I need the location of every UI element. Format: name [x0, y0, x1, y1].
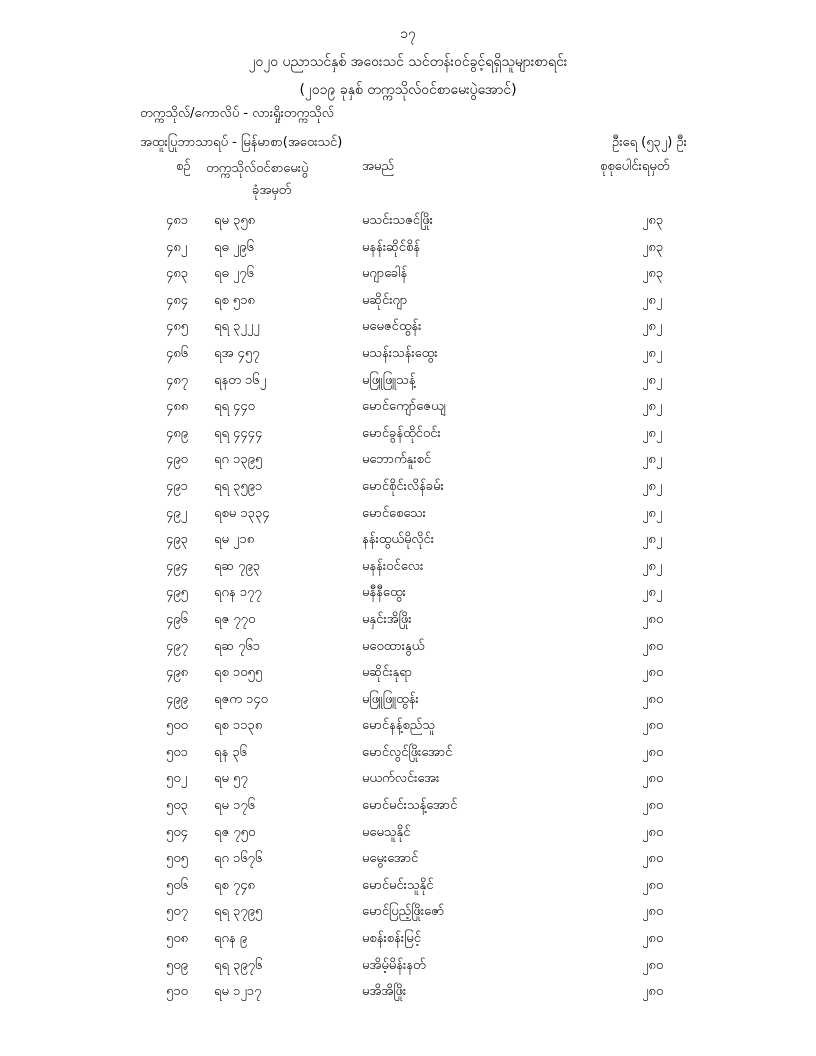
- student-name: မဆိုင်းဂျာ: [362, 292, 408, 308]
- roll-number: ရမ ၅၇: [214, 771, 248, 787]
- document-subtitle: (၂၀၁၉ ခုနှစ် တက္ကသိုလ်ဝင်စာမေးပွဲအောင်): [299, 82, 517, 98]
- table-row: [0, 691, 816, 718]
- table-row: [0, 372, 816, 399]
- student-name: မသင်းသဇင်ဖြိုး: [362, 213, 433, 228]
- row-number: ၄၉၂: [166, 505, 188, 521]
- table-row: [0, 824, 816, 851]
- row-number: ၄၈၅: [166, 319, 189, 335]
- table-row: [0, 478, 816, 505]
- total-marks: ၂၈၀: [642, 851, 664, 867]
- student-name: မနီနီထွေး: [362, 585, 406, 601]
- student-name: မောင်လွင်ဖြိုးအောင်: [362, 744, 453, 760]
- row-number: ၅၀၅: [166, 851, 188, 867]
- table-row: [0, 345, 816, 372]
- total-marks: ၂၈၂: [642, 292, 663, 308]
- table-row: [0, 425, 816, 452]
- column-header-no: စဉ်: [176, 159, 191, 174]
- roll-number: ရမ ၁၇၆: [214, 798, 255, 814]
- total-marks: ၂၈၀: [642, 665, 664, 681]
- table-row: [0, 611, 816, 638]
- student-name: မဖြူဖြူထွန်း: [362, 691, 419, 707]
- table-row: [0, 265, 816, 292]
- student-name: မနန်းဝင်လေး: [362, 558, 424, 574]
- row-number: ၄၉၆: [166, 611, 188, 627]
- roll-number: ရရ ၃၉၇၆: [214, 957, 263, 973]
- column-header-roll-line1: တက္ကသိုလ်ဝင်စာမေးပွဲ: [206, 161, 309, 176]
- table-row: [0, 983, 816, 1010]
- student-name: မဆိုင်းနုရာ: [362, 665, 413, 681]
- row-number: ၅၀၉: [166, 957, 188, 973]
- row-number: ၅၀၆: [166, 877, 188, 893]
- student-name: မသန်းသန်းထွေး: [362, 345, 438, 361]
- total-marks: ၂၈၂: [642, 345, 663, 361]
- student-name: မမေသူနိုင်: [362, 824, 411, 840]
- table-row: [0, 292, 816, 319]
- roll-number: ရရ ၃၇၉၅: [214, 904, 263, 920]
- total-marks: ၂၈၀: [642, 904, 664, 920]
- table-row: [0, 318, 816, 345]
- table-row: [0, 212, 816, 239]
- total-marks: ၂၈၂: [642, 372, 663, 388]
- total-marks: ၂၈၀: [642, 957, 664, 973]
- row-number: ၄၉၄: [166, 558, 188, 574]
- row-number: ၄၉၁: [166, 478, 188, 494]
- total-marks: ၂၈၀: [642, 638, 664, 654]
- student-name: မောင်စိုင်းလိန်ခမ်း: [362, 478, 444, 494]
- table-row: [0, 850, 816, 877]
- roll-number: ရဇက ၁၄၀: [214, 691, 268, 707]
- row-number: ၄၉၉: [166, 691, 188, 707]
- roll-number: ရဆ ၇၆၁: [214, 638, 261, 654]
- table-row: [0, 744, 816, 771]
- student-name: မစန်းစန်းမြင့်: [362, 931, 421, 947]
- roll-number: ရဂ ၁၃၉၅: [214, 452, 263, 468]
- row-number: ၅၀၃: [166, 798, 188, 814]
- table-row: [0, 717, 816, 744]
- total-marks: ၂၈၂: [642, 319, 663, 335]
- table-row: [0, 664, 816, 691]
- roll-number: ရရ ၃၅၉၁: [214, 478, 263, 494]
- roll-number: ရမ ၂၁၈: [214, 532, 255, 548]
- total-marks: ၂၈၀: [642, 691, 664, 707]
- student-name: မဝေထားနွယ်: [362, 638, 425, 654]
- row-number: ၄၉၅: [166, 585, 188, 601]
- total-marks: ၂၈၃: [642, 266, 664, 282]
- row-number: ၄၈၂: [166, 239, 188, 255]
- roll-number: ရန ၃၆: [214, 744, 247, 760]
- page-number: ၁၇: [400, 26, 416, 42]
- roll-number: ရစ ၁၁၃၈: [214, 718, 263, 734]
- table-row: [0, 558, 816, 585]
- student-name: မမွေးအောင်: [362, 851, 419, 867]
- student-name: မမေဇင်ထွန်း: [362, 319, 422, 335]
- roll-number: ရဂန ၉: [214, 931, 248, 947]
- university-label: တက္ကသိုလ်/ကောလိပ် - လားရှိုးတက္ကသိုလ်: [140, 106, 334, 121]
- row-number: ၄၉၇: [166, 638, 188, 654]
- total-marks: ၂၈၀: [642, 824, 664, 840]
- total-marks: ၂၈၀: [642, 718, 664, 734]
- total-marks: ၂၈၀: [642, 984, 664, 1000]
- total-marks: ၂၈၀: [642, 877, 664, 893]
- total-marks: ၂၈၂: [642, 452, 663, 468]
- row-number: ၄၈၈: [166, 399, 189, 415]
- student-name: မောင်ပြည့်ဖြိုးဇော်: [362, 904, 445, 920]
- student-name: မနှင်းအိဖြိုး: [362, 611, 412, 627]
- roll-number: ရမ ၁၂၁၇: [214, 984, 262, 1000]
- document-title: ၂၀၂၀ ပညာသင်နှစ် အဝေးသင် သင်တန်းဝင်ခွင့်ရရှိသူများစာရင်း: [248, 54, 568, 70]
- roll-number: ရဓ ၂၉၆: [214, 239, 254, 255]
- row-number: ၄၈၁: [166, 213, 189, 228]
- column-header-roll: [206, 158, 309, 202]
- student-name: မဂျာခေါန်: [362, 266, 408, 282]
- student-name: မနန်းဆိုင်စိန်: [362, 239, 421, 255]
- roll-number: ရစ ၁၀၅၅: [214, 665, 263, 681]
- row-number: ၅၁၀: [166, 984, 188, 1000]
- total-marks: ၂၈၀: [642, 798, 664, 814]
- row-number: ၄၈၇: [166, 372, 189, 388]
- table-row: [0, 770, 816, 797]
- total-count: ဦးရေ (၅၃၂) ဦး: [612, 135, 687, 150]
- total-marks: ၂၈၀: [642, 931, 664, 947]
- student-name: မောင်မင်းသူနိုင်: [362, 877, 434, 893]
- table-row: [0, 638, 816, 665]
- row-number: ၄၈၃: [166, 266, 189, 282]
- table-row: [0, 797, 816, 824]
- roll-number: ရစ ၇၄၈: [214, 877, 255, 893]
- total-marks: ၂၈၂: [642, 505, 663, 521]
- row-number: ၄၈၄: [166, 292, 189, 308]
- student-name: မောင်စေသေး: [362, 505, 426, 521]
- total-marks: ၂၈၂: [642, 425, 663, 441]
- roll-number: ရဇ ၇၇၀: [214, 611, 256, 627]
- table-row: [0, 531, 816, 558]
- roll-number: ရဓ ၂၇၆: [214, 266, 254, 282]
- total-marks: ၂၈၂: [642, 478, 663, 494]
- roll-number: ရအ ၄၅၇: [214, 345, 260, 361]
- table-row: [0, 239, 816, 266]
- row-number: ၄၉၈: [166, 665, 189, 681]
- table-row: [0, 877, 816, 904]
- major-label: အထူးပြုဘာသာရပ် - မြန်မာစာ(အဝေးသင်): [140, 135, 343, 150]
- roll-number: ရဆ ၇၉၃: [214, 558, 261, 574]
- student-name: မဘောက်နူးစင်: [362, 452, 432, 468]
- row-number: ၅၀၄: [166, 824, 188, 840]
- column-header-marks: စုစုပေါင်းရမှတ်: [600, 159, 670, 174]
- column-header-name: အမည်: [362, 159, 394, 174]
- student-name: မအိမ့်မိန်းနတ်: [362, 957, 426, 973]
- student-name: မဖြူဖြူသန့်: [362, 372, 416, 388]
- total-marks: ၂၈၂: [642, 585, 663, 601]
- student-name: မောင်နန့်စည်သူ: [362, 718, 435, 734]
- table-row: [0, 957, 816, 984]
- table-row: [0, 505, 816, 532]
- total-marks: ၂၈၂: [642, 532, 663, 548]
- total-marks: ၂၈၀: [642, 744, 664, 760]
- roll-number: ရဂ ၁၆၇၆: [214, 851, 263, 867]
- row-number: ၅၀၈: [166, 931, 189, 947]
- roll-number: ရရ ၄၄၀: [214, 399, 255, 415]
- column-header-roll-line2: ခုံအမှတ်: [252, 183, 292, 198]
- student-name: မောင်မင်းသန့်အောင်: [362, 798, 458, 814]
- row-number: ၄၉၃: [166, 532, 188, 548]
- total-marks: ၂၈၃: [642, 239, 664, 255]
- total-marks: ၂၈၀: [642, 771, 664, 787]
- roll-number: ရမ ၃၅၈: [214, 213, 256, 228]
- row-number: ၄၉၀: [166, 452, 188, 468]
- table-row: [0, 903, 816, 930]
- total-marks: ၂၈၀: [642, 611, 664, 627]
- student-list: [0, 212, 816, 1010]
- roll-number: ရရ ၃၂၂၂: [214, 319, 260, 335]
- row-number: ၄၈၉: [166, 425, 189, 441]
- roll-number: ရဇ ၇၅၀: [214, 824, 256, 840]
- student-name: မောင်ခွန်ထိုင်ဝင်း: [362, 425, 441, 441]
- table-row: [0, 930, 816, 957]
- row-number: ၄၈၆: [166, 345, 189, 361]
- roll-number: ရစမ ၁၃၃၄: [214, 505, 270, 521]
- roll-number: ရရ ၄၄၄၄: [214, 425, 263, 441]
- row-number: ၅၀၂: [166, 771, 188, 787]
- row-number: ၅၀၁: [166, 744, 188, 760]
- student-name: မောင်ကျော်ဇေယျ: [362, 399, 446, 415]
- total-marks: ၂၈၃: [642, 213, 664, 228]
- roll-number: ရနတ ၁၆၂: [214, 372, 266, 388]
- table-row: [0, 584, 816, 611]
- student-name: နန်းထွယ်မိုလိုင်း: [362, 532, 435, 548]
- student-name: မယက်လင်းအေး: [362, 771, 440, 787]
- roll-number: ရစ ၅၁၈: [214, 292, 255, 308]
- total-marks: ၂၈၂: [642, 558, 663, 574]
- total-marks: ၂၈၂: [642, 399, 663, 415]
- row-number: ၅၀၇: [166, 904, 188, 920]
- student-name: မအိအိဖြိုး: [362, 984, 407, 1000]
- table-row: [0, 451, 816, 478]
- row-number: ၅၀၀: [166, 718, 188, 734]
- table-row: [0, 398, 816, 425]
- roll-number: ရဂန ၁၇၇: [214, 585, 262, 601]
